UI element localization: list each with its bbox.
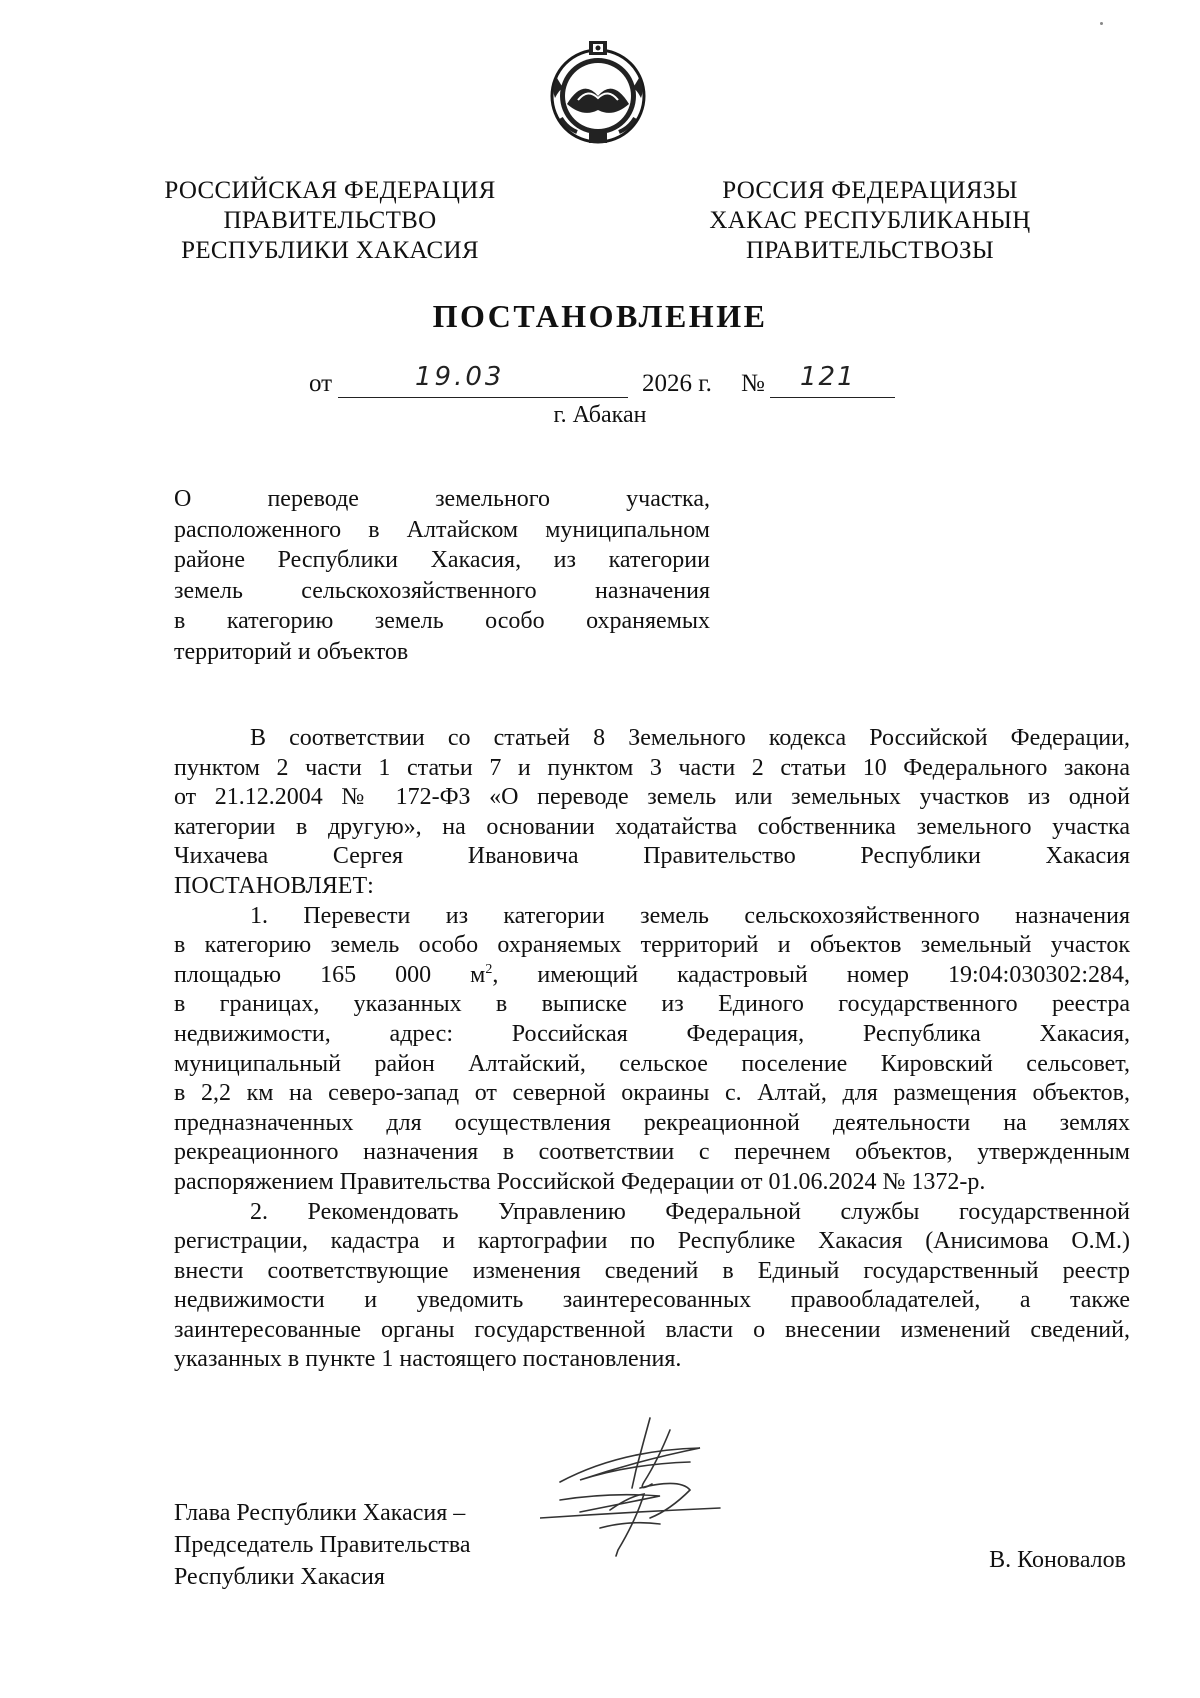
- item-1-line: недвижимости, адрес: Российская Федерация, Республика Хакасия,: [174, 1020, 1130, 1047]
- date-number-line: [0, 362, 1200, 402]
- subject-line: О переводе земельного участка,: [174, 486, 710, 512]
- header-right-line: ПРАВИТЕЛЬСТВОЗЫ: [746, 237, 994, 264]
- document-title: ПОСТАНОВЛЕНИЕ: [432, 298, 768, 334]
- item-2-line: недвижимости и уведомить заинтересованных правообладателей, а также: [174, 1287, 1130, 1314]
- item-1-area-line: [174, 961, 1130, 991]
- header-left-line: ПРАВИТЕЛЬСТВО: [223, 207, 437, 234]
- item-2-line: 2. Рекомендовать Управлению Федеральной службы государственной: [250, 1198, 1130, 1225]
- subject-line: земель сельскохозяйственного назначения: [174, 577, 710, 604]
- subject-block: [174, 484, 710, 667]
- item-1-line: предназначенных для осуществления рекреационной деятельности на землях: [174, 1109, 1130, 1136]
- body-line: от 21.12.2004 № 172-ФЗ «О переводе земель или земельных участков из одной: [174, 784, 1130, 811]
- item-1-line: рекреационного назначения в соответствии с перечнем объектов, утвержденным: [174, 1139, 1130, 1166]
- handwritten-date: 19.03: [415, 362, 505, 392]
- item-2-line: заинтересованные органы государственной власти о внесении изменений сведений,: [174, 1316, 1130, 1343]
- item-1-line: в границах, указанных в выписке из Единого государственного реестра: [174, 991, 1130, 1018]
- position-line: Глава Республики Хакасия –: [174, 1500, 466, 1526]
- item-2-line: указанных в пункте 1 настоящего постановления.: [174, 1346, 682, 1373]
- signatory-position: [174, 1497, 471, 1593]
- subject-line: в категорию земель особо охраняемых: [174, 608, 710, 634]
- area-text: площадью 165 000 м: [174, 961, 486, 988]
- body-line: пунктом 2 части 1 статьи 7 и пунктом 3 части 2 статьи 10 Федерального закона: [174, 754, 1130, 781]
- item-1-line: муниципальный район Алтайский, сельское поселение Кировский сельсовет,: [174, 1050, 1130, 1077]
- scan-speck: [1100, 22, 1103, 25]
- subject-line: расположенного в Алтайском муниципальном: [174, 516, 710, 543]
- item-2-line: регистрации, кадастра и картографии по Республике Хакасия (Анисимова О.М.): [174, 1228, 1130, 1255]
- subject-line: районе Республики Хакасия, из категории: [174, 547, 710, 573]
- number-sign: №: [741, 370, 765, 397]
- body-line: В соответствии со статьей 8 Земельного кодекса Российской Федерации,: [250, 725, 1130, 751]
- signatory-name: В. Коновалов: [989, 1547, 1126, 1573]
- cadastral-text: , имеющий кадастровый номер 19:04:030302:284,: [492, 961, 1131, 988]
- header-left-line: РОССИЙСКАЯ ФЕДЕРАЦИЯ: [164, 177, 496, 204]
- body-line: категории в другую», на основании ходатайства собственника земельного участка: [174, 813, 1130, 840]
- header-right-line: ХАКАС РЕСПУБЛИКАНЫҢ: [709, 207, 1031, 234]
- item-1-line: распоряжением Правительства Российской Федерации от 01.06.2024 № 1372-р.: [174, 1168, 986, 1195]
- date-underline: [338, 397, 628, 398]
- position-line: Республики Хакасия: [174, 1564, 385, 1590]
- item-2-line: внести соответствующие изменения сведений в Единый государственный реестр: [174, 1257, 1130, 1284]
- document-body: [174, 724, 1130, 1375]
- header-left-line: РЕСПУБЛИКИ ХАКАСИЯ: [181, 237, 479, 264]
- coat-of-arms-icon: [543, 38, 653, 150]
- city-name: г. Абакан: [553, 402, 647, 428]
- number-underline: [770, 397, 895, 398]
- date-year: 2026 г.: [642, 370, 712, 397]
- body-line: ПОСТАНОВЛЯЕТ:: [174, 872, 374, 899]
- header-right-line: РОССИЯ ФЕДЕРАЦИЯЗЫ: [722, 177, 1018, 204]
- body-line: Чихачева Сергея Ивановича Правительство Республики Хакасия: [174, 843, 1130, 870]
- handwritten-signature: [540, 1400, 770, 1580]
- handwritten-number: 121: [800, 362, 856, 392]
- subject-line: территорий и объектов: [174, 638, 409, 665]
- item-1-line: 1. Перевести из категории земель сельскохозяйственного назначения: [250, 902, 1130, 929]
- item-1-line: в категорию земель особо охраняемых территорий и объектов земельный участок: [174, 932, 1130, 959]
- header-left: [130, 176, 530, 266]
- area-superscript: 2: [485, 961, 493, 977]
- date-prefix: от: [309, 370, 333, 397]
- item-1-line: в 2,2 км на северо-запад от северной окраины с. Алтай, для размещения объектов,: [174, 1080, 1130, 1107]
- header-right: [680, 176, 1060, 266]
- position-line: Председатель Правительства: [174, 1532, 471, 1558]
